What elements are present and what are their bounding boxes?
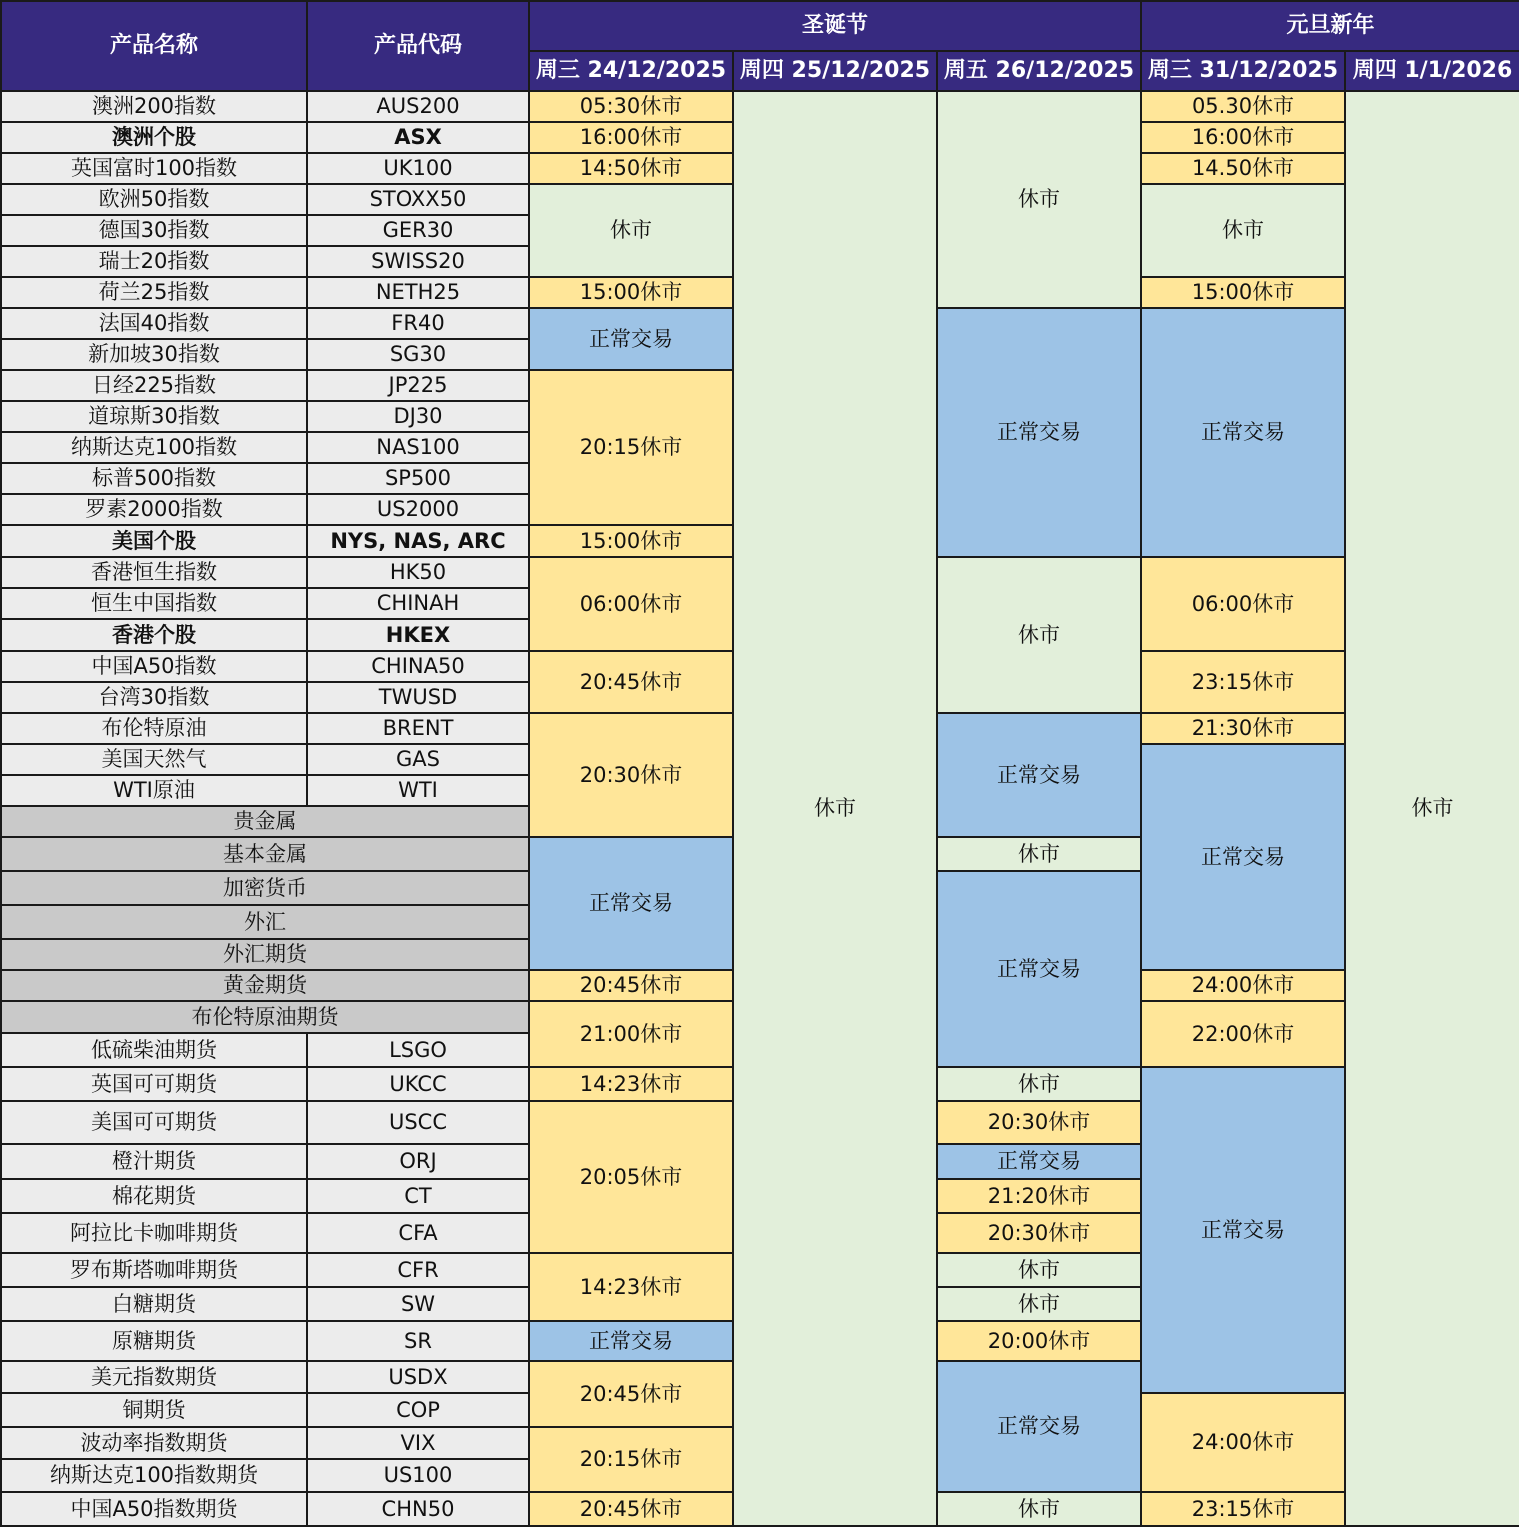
product-code-cell: USCC bbox=[307, 1101, 529, 1144]
header-date: 周三 31/12/2025 bbox=[1141, 51, 1345, 91]
status-normal-trading-cell: 正常交易 bbox=[937, 1144, 1141, 1179]
status-early-close-cell: 15:00休市 bbox=[529, 525, 733, 557]
product-code-cell: NAS100 bbox=[307, 432, 529, 463]
product-code-cell: CHN50 bbox=[307, 1492, 529, 1526]
status-closed-cell: 休市 bbox=[937, 837, 1141, 871]
product-name-cell: 台湾30指数 bbox=[1, 682, 307, 713]
product-code-cell: US100 bbox=[307, 1459, 529, 1492]
status-early-close-cell: 20:45休市 bbox=[529, 970, 733, 1001]
status-early-close-cell: 14:23休市 bbox=[529, 1253, 733, 1321]
product-code-cell: GER30 bbox=[307, 215, 529, 246]
product-code-cell: JP225 bbox=[307, 370, 529, 401]
status-closed-cell: 休市 bbox=[529, 184, 733, 277]
product-name-cell: 香港恒生指数 bbox=[1, 557, 307, 588]
product-code-cell: SP500 bbox=[307, 463, 529, 494]
product-name-cell: 阿拉比卡咖啡期货 bbox=[1, 1213, 307, 1253]
status-early-close-cell: 14.50休市 bbox=[1141, 153, 1345, 184]
product-name-cell: 美国天然气 bbox=[1, 744, 307, 775]
status-early-close-cell: 24:00休市 bbox=[1141, 970, 1345, 1001]
product-name-cell: 新加坡30指数 bbox=[1, 339, 307, 370]
status-early-close-cell: 20:30休市 bbox=[937, 1101, 1141, 1144]
status-closed-cell: 休市 bbox=[937, 1287, 1141, 1321]
product-name-cell: 恒生中国指数 bbox=[1, 588, 307, 619]
status-early-close-cell: 20:15休市 bbox=[529, 370, 733, 525]
category-name-cell: 外汇期货 bbox=[1, 939, 529, 970]
status-early-close-cell: 21:20休市 bbox=[937, 1179, 1141, 1213]
product-code-cell: TWUSD bbox=[307, 682, 529, 713]
product-code-cell: SWISS20 bbox=[307, 246, 529, 277]
product-code-cell: LSGO bbox=[307, 1033, 529, 1067]
header-group-new-year: 元旦新年 bbox=[1141, 1, 1519, 51]
product-code-cell: ORJ bbox=[307, 1144, 529, 1179]
category-name-cell: 加密货币 bbox=[1, 871, 529, 905]
product-code-cell: AUS200 bbox=[307, 91, 529, 122]
status-closed-cell: 休市 bbox=[733, 91, 937, 1526]
product-code-cell: HK50 bbox=[307, 557, 529, 588]
product-name-cell: 中国A50指数 bbox=[1, 651, 307, 682]
status-early-close-cell: 20:15休市 bbox=[529, 1427, 733, 1492]
product-name-cell: 瑞士20指数 bbox=[1, 246, 307, 277]
status-early-close-cell: 21:30休市 bbox=[1141, 713, 1345, 744]
status-closed-cell: 休市 bbox=[937, 1492, 1141, 1526]
status-early-close-cell: 20:05休市 bbox=[529, 1101, 733, 1253]
status-closed-cell: 休市 bbox=[937, 1253, 1141, 1287]
product-code-cell: BRENT bbox=[307, 713, 529, 744]
header-date: 周四 25/12/2025 bbox=[733, 51, 937, 91]
product-name-cell: 道琼斯30指数 bbox=[1, 401, 307, 432]
status-early-close-cell: 05:30休市 bbox=[529, 91, 733, 122]
header-date: 周四 1/1/2026 bbox=[1345, 51, 1519, 91]
status-early-close-cell: 06:00休市 bbox=[1141, 557, 1345, 651]
status-closed-cell: 休市 bbox=[937, 1067, 1141, 1101]
status-normal-trading-cell: 正常交易 bbox=[529, 308, 733, 370]
status-early-close-cell: 20:45休市 bbox=[529, 651, 733, 713]
product-name-cell: 日经225指数 bbox=[1, 370, 307, 401]
status-early-close-cell: 22:00休市 bbox=[1141, 1001, 1345, 1067]
status-normal-trading-cell: 正常交易 bbox=[1141, 744, 1345, 970]
product-name-cell: 低硫柴油期货 bbox=[1, 1033, 307, 1067]
product-code-cell: WTI bbox=[307, 775, 529, 806]
product-code-cell: VIX bbox=[307, 1427, 529, 1459]
status-early-close-cell: 21:00休市 bbox=[529, 1001, 733, 1067]
table-row bbox=[1, 91, 1519, 122]
product-name-cell: 铜期货 bbox=[1, 1393, 307, 1427]
product-name-cell: 荷兰25指数 bbox=[1, 277, 307, 308]
status-normal-trading-cell: 正常交易 bbox=[937, 713, 1141, 837]
product-code-cell: ASX bbox=[307, 122, 529, 153]
product-name-cell: WTI原油 bbox=[1, 775, 307, 806]
product-name-cell: 英国可可期货 bbox=[1, 1067, 307, 1101]
status-early-close-cell: 14:50休市 bbox=[529, 153, 733, 184]
status-early-close-cell: 15:00休市 bbox=[529, 277, 733, 308]
product-name-cell: 美国可可期货 bbox=[1, 1101, 307, 1144]
product-code-cell: UK100 bbox=[307, 153, 529, 184]
status-closed-cell: 休市 bbox=[937, 91, 1141, 308]
status-normal-trading-cell: 正常交易 bbox=[529, 837, 733, 970]
header-date: 周五 26/12/2025 bbox=[937, 51, 1141, 91]
status-closed-cell: 休市 bbox=[937, 557, 1141, 713]
product-name-cell: 布伦特原油 bbox=[1, 713, 307, 744]
product-code-cell: CHINA50 bbox=[307, 651, 529, 682]
product-code-cell: US2000 bbox=[307, 494, 529, 525]
product-name-cell: 纳斯达克100指数 bbox=[1, 432, 307, 463]
status-early-close-cell: 23:15休市 bbox=[1141, 1492, 1345, 1526]
product-name-cell: 美元指数期货 bbox=[1, 1361, 307, 1393]
product-name-cell: 橙汁期货 bbox=[1, 1144, 307, 1179]
product-name-cell: 罗布斯塔咖啡期货 bbox=[1, 1253, 307, 1287]
status-normal-trading-cell: 正常交易 bbox=[937, 308, 1141, 557]
table-body bbox=[1, 91, 1519, 1526]
product-code-cell: FR40 bbox=[307, 308, 529, 339]
product-code-cell: GAS bbox=[307, 744, 529, 775]
status-early-close-cell: 16:00休市 bbox=[1141, 122, 1345, 153]
category-name-cell: 外汇 bbox=[1, 905, 529, 939]
product-name-cell: 中国A50指数期货 bbox=[1, 1492, 307, 1526]
product-name-cell: 欧洲50指数 bbox=[1, 184, 307, 215]
header-group-christmas: 圣诞节 bbox=[529, 1, 1141, 51]
product-name-cell: 标普500指数 bbox=[1, 463, 307, 494]
product-name-cell: 原糖期货 bbox=[1, 1321, 307, 1361]
header-product-name: 产品名称 bbox=[1, 1, 307, 91]
product-name-cell: 白糖期货 bbox=[1, 1287, 307, 1321]
product-name-cell: 美国个股 bbox=[1, 525, 307, 557]
status-early-close-cell: 15:00休市 bbox=[1141, 277, 1345, 308]
product-code-cell: COP bbox=[307, 1393, 529, 1427]
status-normal-trading-cell: 正常交易 bbox=[937, 1361, 1141, 1492]
product-name-cell: 罗素2000指数 bbox=[1, 494, 307, 525]
status-early-close-cell: 20:30休市 bbox=[937, 1213, 1141, 1253]
product-code-cell: CT bbox=[307, 1179, 529, 1213]
product-name-cell: 纳斯达克100指数期货 bbox=[1, 1459, 307, 1492]
status-early-close-cell: 16:00休市 bbox=[529, 122, 733, 153]
category-name-cell: 基本金属 bbox=[1, 837, 529, 871]
product-code-cell: CFR bbox=[307, 1253, 529, 1287]
status-normal-trading-cell: 正常交易 bbox=[937, 871, 1141, 1067]
status-early-close-cell: 05.30休市 bbox=[1141, 91, 1345, 122]
product-name-cell: 波动率指数期货 bbox=[1, 1427, 307, 1459]
product-code-cell: CHINAH bbox=[307, 588, 529, 619]
table-header bbox=[1, 1, 1519, 91]
product-name-cell: 澳洲个股 bbox=[1, 122, 307, 153]
product-code-cell: CFA bbox=[307, 1213, 529, 1253]
category-name-cell: 贵金属 bbox=[1, 806, 529, 837]
status-closed-cell: 休市 bbox=[1345, 91, 1519, 1526]
product-code-cell: SW bbox=[307, 1287, 529, 1321]
product-code-cell: NYS, NAS, ARC bbox=[307, 525, 529, 557]
product-code-cell: USDX bbox=[307, 1361, 529, 1393]
status-early-close-cell: 20:00休市 bbox=[937, 1321, 1141, 1361]
header-product-code: 产品代码 bbox=[307, 1, 529, 91]
status-early-close-cell: 24:00休市 bbox=[1141, 1393, 1345, 1492]
product-name-cell: 澳洲200指数 bbox=[1, 91, 307, 122]
product-name-cell: 棉花期货 bbox=[1, 1179, 307, 1213]
header-date: 周三 24/12/2025 bbox=[529, 51, 733, 91]
product-name-cell: 德国30指数 bbox=[1, 215, 307, 246]
category-name-cell: 布伦特原油期货 bbox=[1, 1001, 529, 1033]
status-early-close-cell: 20:45休市 bbox=[529, 1492, 733, 1526]
status-early-close-cell: 14:23休市 bbox=[529, 1067, 733, 1101]
product-code-cell: SR bbox=[307, 1321, 529, 1361]
product-code-cell: UKCC bbox=[307, 1067, 529, 1101]
product-name-cell: 法国40指数 bbox=[1, 308, 307, 339]
product-code-cell: NETH25 bbox=[307, 277, 529, 308]
product-code-cell: HKEX bbox=[307, 619, 529, 651]
status-normal-trading-cell: 正常交易 bbox=[1141, 1067, 1345, 1393]
category-name-cell: 黄金期货 bbox=[1, 970, 529, 1001]
product-name-cell: 香港个股 bbox=[1, 619, 307, 651]
product-name-cell: 英国富时100指数 bbox=[1, 153, 307, 184]
status-normal-trading-cell: 正常交易 bbox=[1141, 308, 1345, 557]
product-code-cell: DJ30 bbox=[307, 401, 529, 432]
status-early-close-cell: 20:30休市 bbox=[529, 713, 733, 837]
status-early-close-cell: 20:45休市 bbox=[529, 1361, 733, 1427]
product-code-cell: SG30 bbox=[307, 339, 529, 370]
status-early-close-cell: 23:15休市 bbox=[1141, 651, 1345, 713]
product-code-cell: STOXX50 bbox=[307, 184, 529, 215]
status-closed-cell: 休市 bbox=[1141, 184, 1345, 277]
status-early-close-cell: 06:00休市 bbox=[529, 557, 733, 651]
status-normal-trading-cell: 正常交易 bbox=[529, 1321, 733, 1361]
